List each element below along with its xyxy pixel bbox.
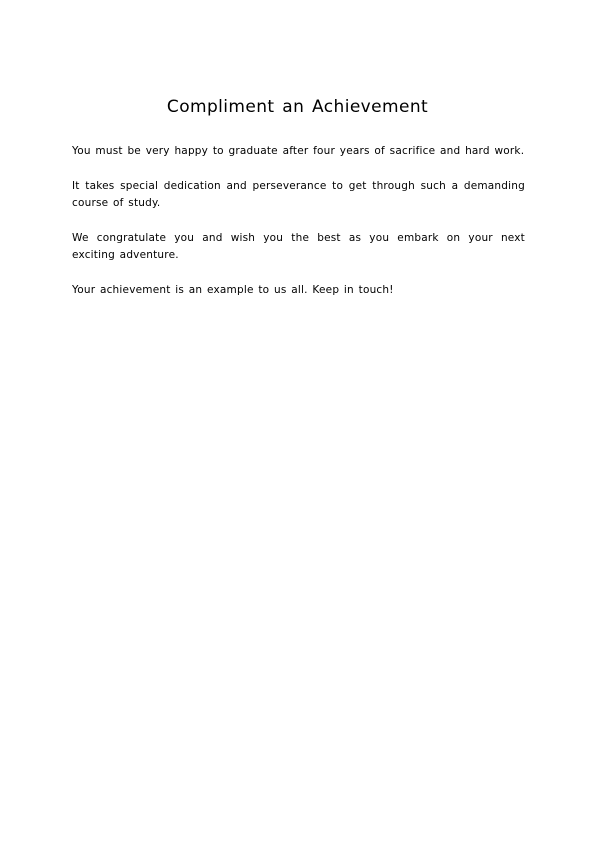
- paragraph-1: You must be very happy to graduate after four years of sacrifice and hard work.: [72, 145, 525, 157]
- page-title: Compliment an Achievement: [166, 97, 429, 117]
- paragraph-4: Your achievement is an example to us all. Keep in touch!: [72, 284, 394, 296]
- paragraph-2: It takes special dedication and perseverance to get through such a demanding course of study.: [72, 180, 525, 209]
- letter-body: [72, 143, 525, 317]
- paragraph-3: We congratulate you and wish you the best as you embark on your next exciting adventure.: [72, 232, 525, 261]
